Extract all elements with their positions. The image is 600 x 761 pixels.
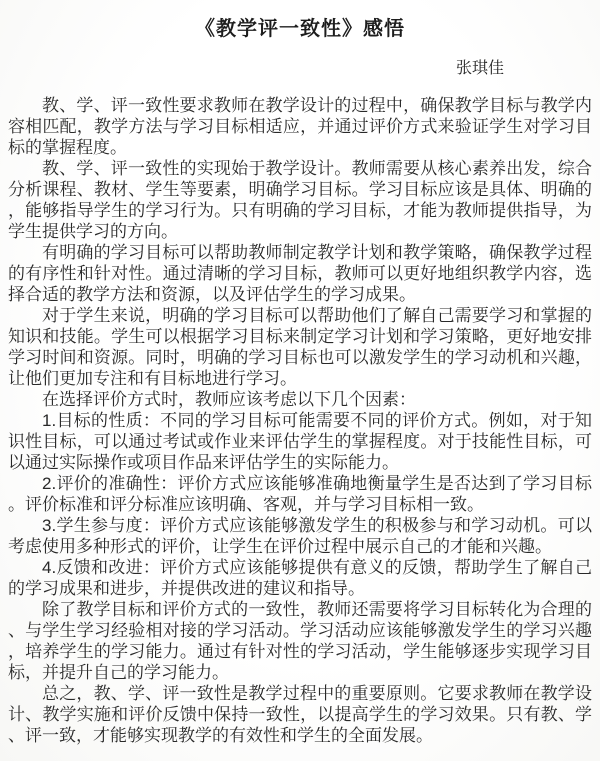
paragraph-numbered-item: 4.反馈和改进：评价方式应该能够提供有意义的反馈，帮助学生了解自己的学习成果和进步，并提供改进的建议和指导。: [8, 558, 592, 598]
document-body: [8, 95, 592, 746]
paragraph-conclusion: 总之，教、学、评一致性是教学过程中的重要原则。它要求教师在教学设计、教学实施和评价反馈中保持一致性，以提高学生的学习效果。只有教、学、评一致，才能够实现教学的有效性和学生的全面发展。: [8, 684, 592, 745]
paragraph: 除了教学目标和评价方式的一致性，教师还需要将学习目标转化为合理的、与学生学习经验相对接的学习活动。学习活动应该能够激发学生的学习兴趣，培养学生的学习能力。通过有针对性的学习活动，学生能够逐步实现学习目标，并提升自己的学习能力。: [8, 600, 592, 682]
document-title: 《教学评一致性》感悟: [195, 18, 405, 40]
paragraph: 有明确的学习目标可以帮助教师制定教学计划和教学策略，确保教学过程的有序性和针对性。通过清晰的学习目标，教师可以更好地组织教学内容，选择合适的教学方法和资源，以及评估学生的学习成果。: [8, 243, 592, 304]
paragraph-numbered-item: 2.评价的准确性：评价方式应该能够准确地衡量学生是否达到了学习目标。评价标准和评分标准应该明确、客观，并与学习目标相一致。: [8, 474, 592, 514]
paragraph-numbered-item: 3.学生参与度：评价方式应该能够激发学生的积极参与和学习动机。可以考虑使用多种形式的评价，让学生在评价过程中展示自己的才能和兴趣。: [8, 516, 592, 556]
paragraph: 对于学生来说，明确的学习目标可以帮助他们了解自己需要学习和掌握的知识和技能。学生可以根据学习目标来制定学习计划和学习策略，更好地安排学习时间和资源。同时，明确的学习目标也可以激发学生的学习动机和兴趣，让他们更加专注和有目标地进行学习。: [8, 306, 592, 388]
paragraph-numbered-item: 1.目标的性质：不同的学习目标可能需要不同的评价方式。例如，对于知识性目标，可以通过考试或作业来评估学生的掌握程度。对于技能性目标，可以通过实际操作或项目作品来评估学生的实际能力。: [8, 411, 592, 472]
paragraph: 教、学、评一致性要求教师在教学设计的过程中，确保教学目标与教学内容相匹配，教学方法与学习目标相适应，并通过评价方式来验证学生对学习目标的掌握程度。: [8, 96, 592, 157]
author-name: 张琪佳: [455, 60, 504, 77]
paragraph: 在选择评价方式时，教师应该考虑以下几个因素：: [42, 390, 416, 409]
paragraph: 教、学、评一致性的实现始于教学设计。教师需要从核心素养出发，综合分析课程、教材、学生等要素，明确学习目标。学习目标应该是具体、明确的，能够指导学生的学习行为。只有明确的学习目标，才能为教师提供指导，为学生提供学习的方向。: [8, 159, 592, 241]
